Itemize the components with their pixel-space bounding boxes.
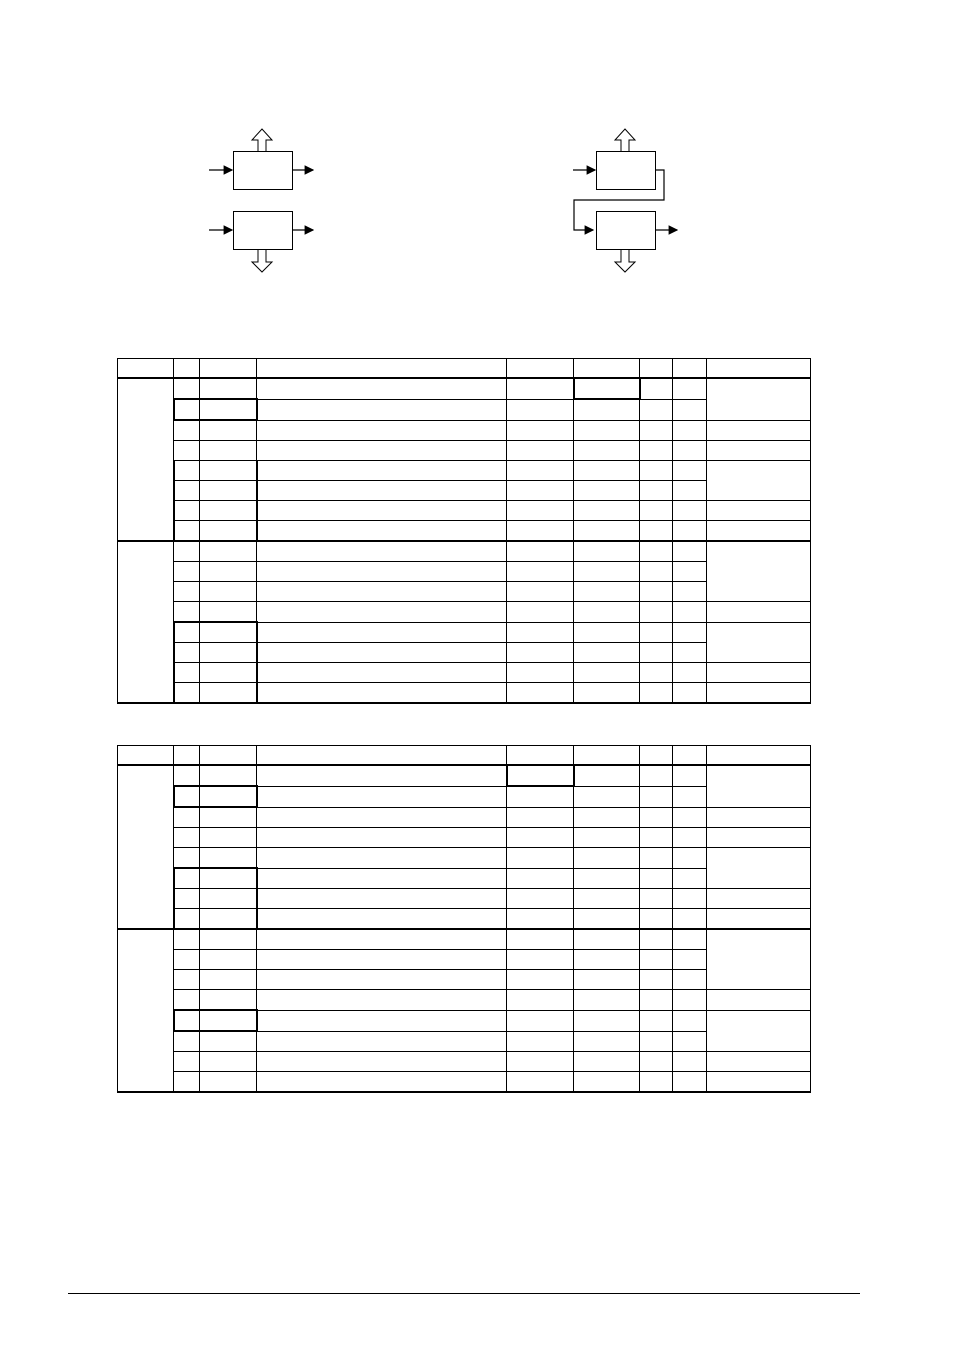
group-label-cell <box>118 929 174 1092</box>
group-label-cell <box>118 541 174 703</box>
table-row <box>118 990 811 1011</box>
register-table-2 <box>117 745 811 1093</box>
table-row <box>118 889 811 909</box>
table-row <box>118 1052 811 1072</box>
table-row <box>118 602 811 623</box>
table-row <box>118 663 811 683</box>
diagram-arrows <box>0 0 954 320</box>
table-row <box>118 929 811 950</box>
hollow-down-arrow <box>615 250 635 272</box>
table-row <box>118 909 811 930</box>
table-row <box>118 420 811 441</box>
hollow-up-arrow <box>252 129 272 151</box>
group-label-cell <box>118 378 174 541</box>
group-label-cell <box>118 765 174 929</box>
table-row <box>118 683 811 704</box>
cascade-connector <box>574 170 664 230</box>
table-row <box>118 501 811 521</box>
table-row <box>118 461 811 481</box>
table-header-row <box>118 359 811 379</box>
table-row <box>118 541 811 562</box>
table-row <box>118 828 811 848</box>
table-row <box>118 1010 811 1031</box>
hollow-down-arrow <box>252 250 272 272</box>
table-row <box>118 521 811 542</box>
table-row <box>118 622 811 643</box>
table-row <box>118 1072 811 1093</box>
register-table-1 <box>117 358 811 704</box>
table-header-row <box>118 746 811 766</box>
table-row <box>118 765 811 786</box>
table-row <box>118 848 811 869</box>
table-row <box>118 807 811 828</box>
table-row <box>118 378 811 399</box>
footer-rule <box>68 1293 860 1294</box>
hollow-up-arrow <box>615 129 635 151</box>
table-row <box>118 441 811 461</box>
